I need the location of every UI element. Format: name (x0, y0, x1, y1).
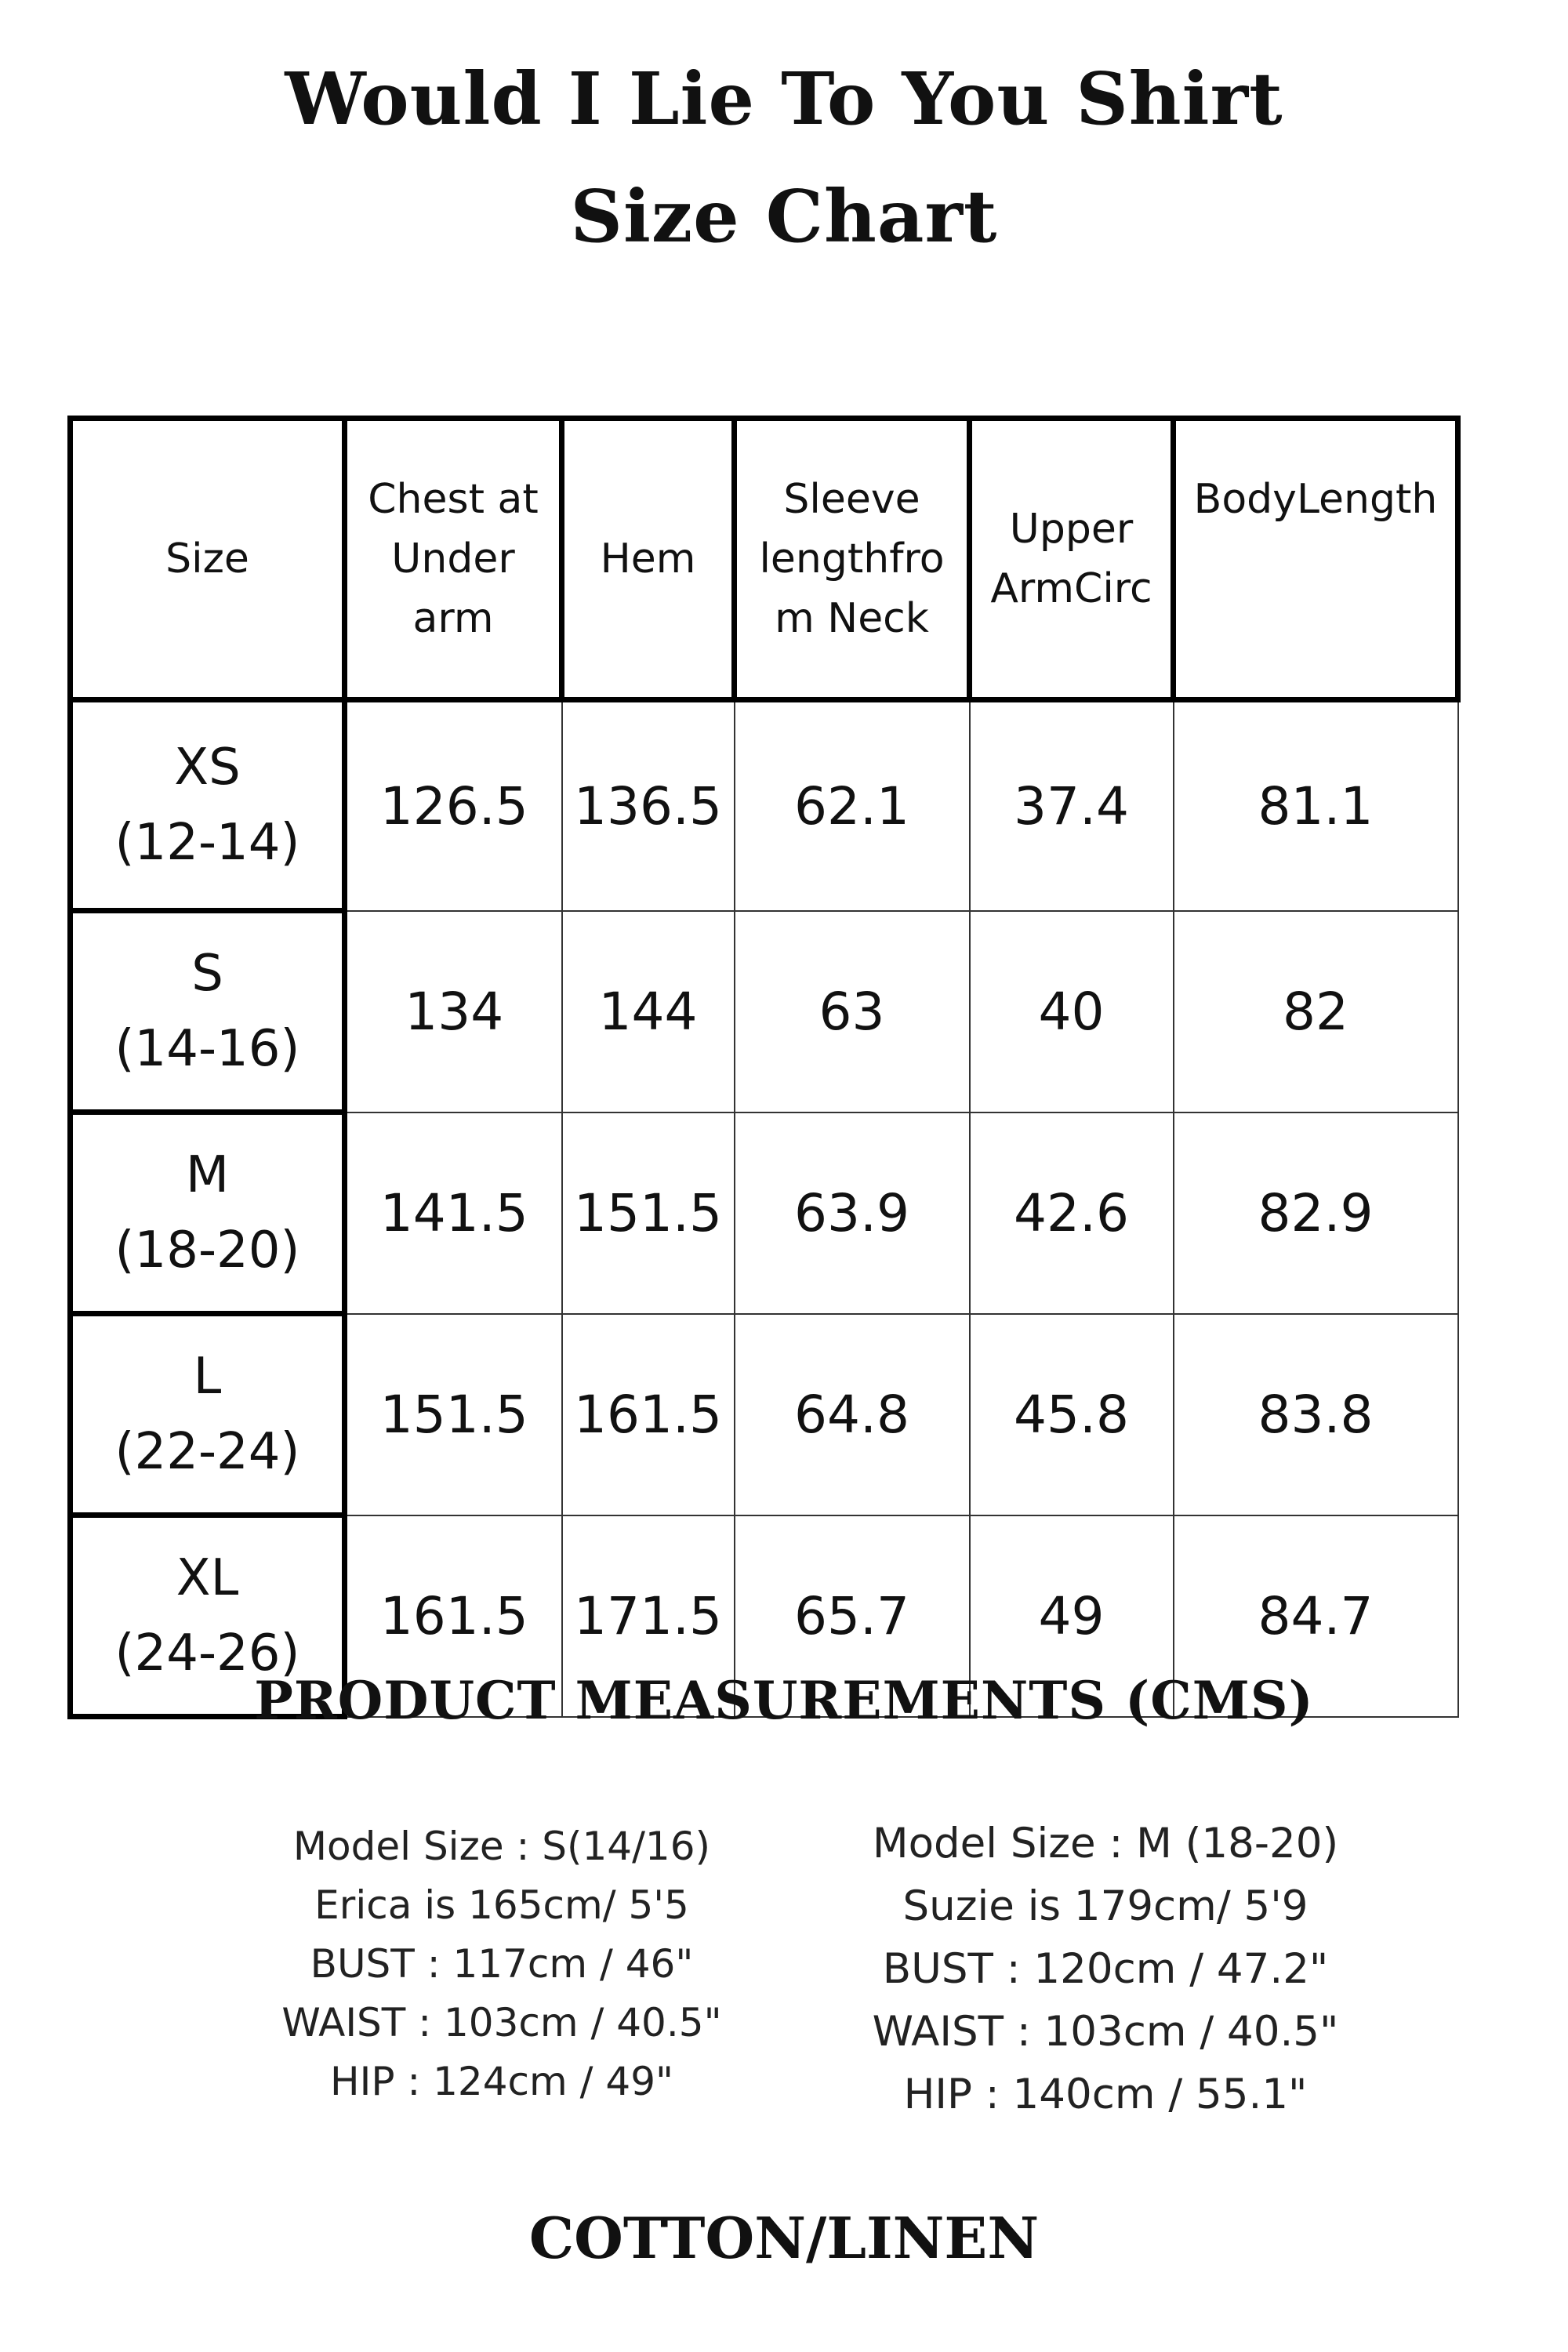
chest-cell: 134 (345, 911, 562, 1112)
size-cell-s (71, 911, 345, 1112)
page-subtitle: Size Chart (570, 174, 998, 259)
header-sleeve-line-1: Sleeve (783, 476, 920, 523)
size-label: XS (174, 739, 241, 797)
upper-arm-cell: 49 (970, 1515, 1174, 1717)
material-label: COTTON/LINEN (528, 2205, 1040, 2271)
model-hip: HIP : 140cm / 55.1" (903, 2071, 1308, 2118)
model-info-suzie (808, 1813, 1403, 2126)
table-row (71, 1314, 1458, 1515)
sleeve-cell: 62.1 (735, 700, 970, 911)
header-chest-line-1: Chest at (368, 476, 539, 523)
size-range: (14-16) (114, 1020, 300, 1078)
model-waist: WAIST : 103cm / 40.5" (281, 2000, 722, 2045)
table-row (71, 911, 1458, 1112)
model-info-erica (212, 1817, 792, 2111)
model-size: Model Size : M (18-20) (872, 1820, 1339, 1867)
header-sleeve-line-2: lengthfro (759, 535, 945, 583)
size-label: M (185, 1146, 230, 1204)
header-size-line: Size (165, 535, 249, 583)
body-length-cell: 82 (1174, 911, 1458, 1112)
size-cell-xs (71, 700, 345, 911)
header-sleeve-line-3: m Neck (775, 595, 929, 642)
hem-cell: 136.5 (562, 700, 735, 911)
size-chart-table (67, 416, 1461, 1719)
model-height: Erica is 165cm/ 5'5 (314, 1882, 689, 1928)
sleeve-cell: 63.9 (735, 1112, 970, 1314)
hem-cell: 144 (562, 911, 735, 1112)
header-upper-arm-line-1: Upper (1009, 506, 1134, 553)
header-chest (345, 419, 562, 700)
header-size (71, 419, 345, 700)
upper-arm-cell: 45.8 (970, 1314, 1174, 1515)
model-waist: WAIST : 103cm / 40.5" (872, 2008, 1339, 2056)
chest-cell: 151.5 (345, 1314, 562, 1515)
table-row (71, 700, 1458, 911)
upper-arm-cell: 37.4 (970, 700, 1174, 911)
header-chest-line-3: arm (412, 595, 494, 642)
size-label: XL (176, 1549, 239, 1607)
header-hem-line: Hem (600, 535, 696, 583)
measurements-heading: PRODUCT MEASUREMENTS (CMS) (254, 1670, 1314, 1731)
sleeve-cell: 65.7 (735, 1515, 970, 1717)
chest-cell: 141.5 (345, 1112, 562, 1314)
hem-cell: 161.5 (562, 1314, 735, 1515)
body-length-cell: 83.8 (1174, 1314, 1458, 1515)
header-body-length (1174, 419, 1458, 700)
header-upper-arm-line-2: ArmCirc (990, 565, 1152, 612)
table-row (71, 1112, 1458, 1314)
body-length-cell: 82.9 (1174, 1112, 1458, 1314)
header-chest-line-2: Under (391, 535, 515, 583)
page-title: Would I Lie To You Shirt (285, 56, 1283, 141)
body-length-cell: 84.7 (1174, 1515, 1458, 1717)
sleeve-cell: 64.8 (735, 1314, 970, 1515)
upper-arm-cell: 40 (970, 911, 1174, 1112)
size-range: (24-26) (114, 1624, 300, 1682)
sleeve-cell: 63 (735, 911, 970, 1112)
model-bust: BUST : 120cm / 47.2" (882, 1945, 1329, 1993)
model-bust: BUST : 117cm / 46" (310, 1941, 694, 1987)
header-hem (562, 419, 735, 700)
upper-arm-cell: 42.6 (970, 1112, 1174, 1314)
hem-cell: 151.5 (562, 1112, 735, 1314)
size-cell-m (71, 1112, 345, 1314)
table-header-row (71, 419, 1458, 700)
size-range: (12-14) (114, 814, 300, 872)
size-cell-l (71, 1314, 345, 1515)
header-body-length-line: BodyLength (1193, 476, 1438, 523)
header-sleeve (735, 419, 970, 700)
size-range: (22-24) (114, 1423, 300, 1481)
hem-cell: 171.5 (562, 1515, 735, 1717)
chest-cell: 161.5 (345, 1515, 562, 1717)
chest-cell: 126.5 (345, 700, 562, 911)
header-upper-arm (970, 419, 1174, 700)
model-hip: HIP : 124cm / 49" (329, 2059, 673, 2104)
model-height: Suzie is 179cm/ 5'9 (902, 1882, 1308, 1930)
body-length-cell: 81.1 (1174, 700, 1458, 911)
size-label: L (193, 1348, 222, 1406)
size-range: (18-20) (114, 1221, 300, 1279)
size-label: S (191, 945, 223, 1003)
model-size: Model Size : S(14/16) (292, 1824, 711, 1869)
